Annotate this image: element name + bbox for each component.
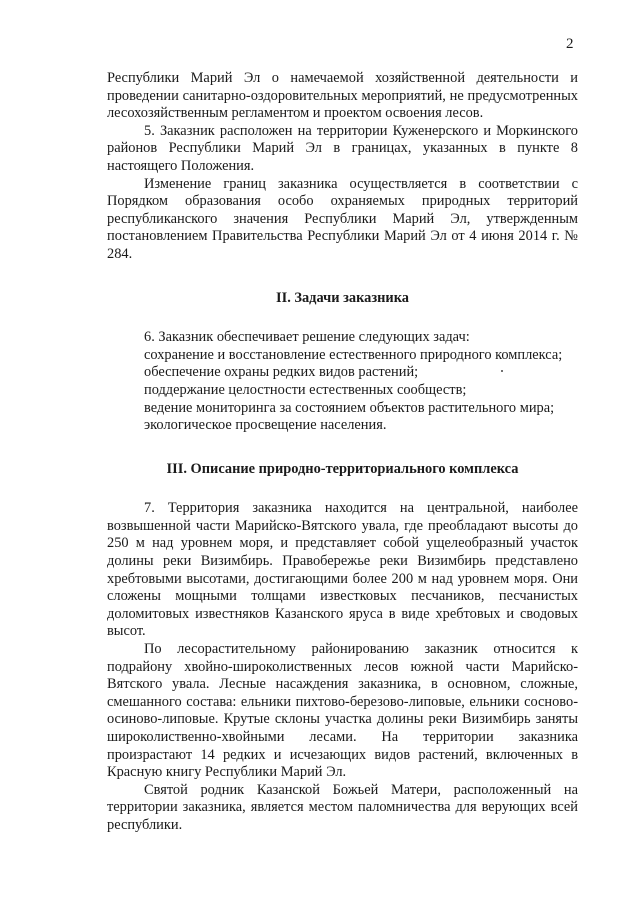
paragraph-boundary-change: Изменение границ заказника осуществляется в соответствии с Порядком образования особо охраняемых природных территорий республиканского значения Республики Марий Эл, утвержденным постановлением Правительства Республики Марий Эл от 4 июня 2014 г. № 284. — [107, 175, 578, 262]
section-heading-description: III. Описание природно-территориального комплекса — [166, 460, 519, 477]
task-item: сохранение и восстановление естественного природного комплекса; — [144, 346, 563, 363]
paragraph-continuation: Республики Марий Эл о намечаемой хозяйственной деятельности и проведении санитарно-оздоровительных мероприятий, не предусмотренных лесохозяйственным регламентом и проектом освоения лесов. — [107, 70, 578, 122]
page-number: 2 — [566, 36, 574, 52]
section-heading-tasks: II. Задачи заказника — [276, 289, 409, 306]
task-item: поддержание целостности естественных сообществ; — [144, 381, 467, 398]
task-item: ведение мониторинга за состоянием объектов растительного мира; — [144, 399, 555, 416]
paragraph-item-5: 5. Заказник расположен на территории Куженерского и Моркинского районов Республики Марий Эл в границах, указанных в пункте 8 настоящего Положения. — [107, 122, 578, 174]
scan-speck — [501, 370, 503, 372]
paragraph-item-6: 6. Заказник обеспечивает решение следующих задач: — [144, 329, 470, 346]
paragraph-item-7: 7. Территория заказника находится на центральной, наиболее возвышенной части Марийско-Вятского увала, где преобладают высоты до 250 м над уровнем моря, и представляет собой ущелеобразный участок долины реки Визимбирь. Правобережье реки Визимбирь представлено хребтовыми высотами, достигающими более 200 м над уровнем моря. Они сложены мощными толщами известковых песчаников, песчанистых доломитовых известняков Казанского яруса в виде хребтовых и сводовых высот. — [107, 500, 578, 640]
task-item: обеспечение охраны редких видов растений; — [107, 364, 578, 382]
document-body — [107, 70, 578, 835]
paragraph-forest-zoning: По лесорастительному районированию заказник относится к подрайону хвойно-широколиственных лесов южной части Марийско-Вятского увала. Лесные насаждения заказника, в основном, сложные, смешанного состава: ельники пихтово-березово-липовые, ельники сосново-осиново-липовые. Крутые склоны участка долины реки Визимбирь заняты широколиственно-хвойными лесами. На территории заказника произрастают 14 редких и исчезающих видов растений, включенных в Красную книгу Республики Марий Эл. — [107, 641, 578, 781]
paragraph-holy-spring: Святой родник Казанской Божьей Матери, расположенный на территории заказника, является местом паломничества для верующих всей республики. — [107, 781, 578, 833]
task-item: экологическое просвещение населения. — [144, 417, 387, 434]
